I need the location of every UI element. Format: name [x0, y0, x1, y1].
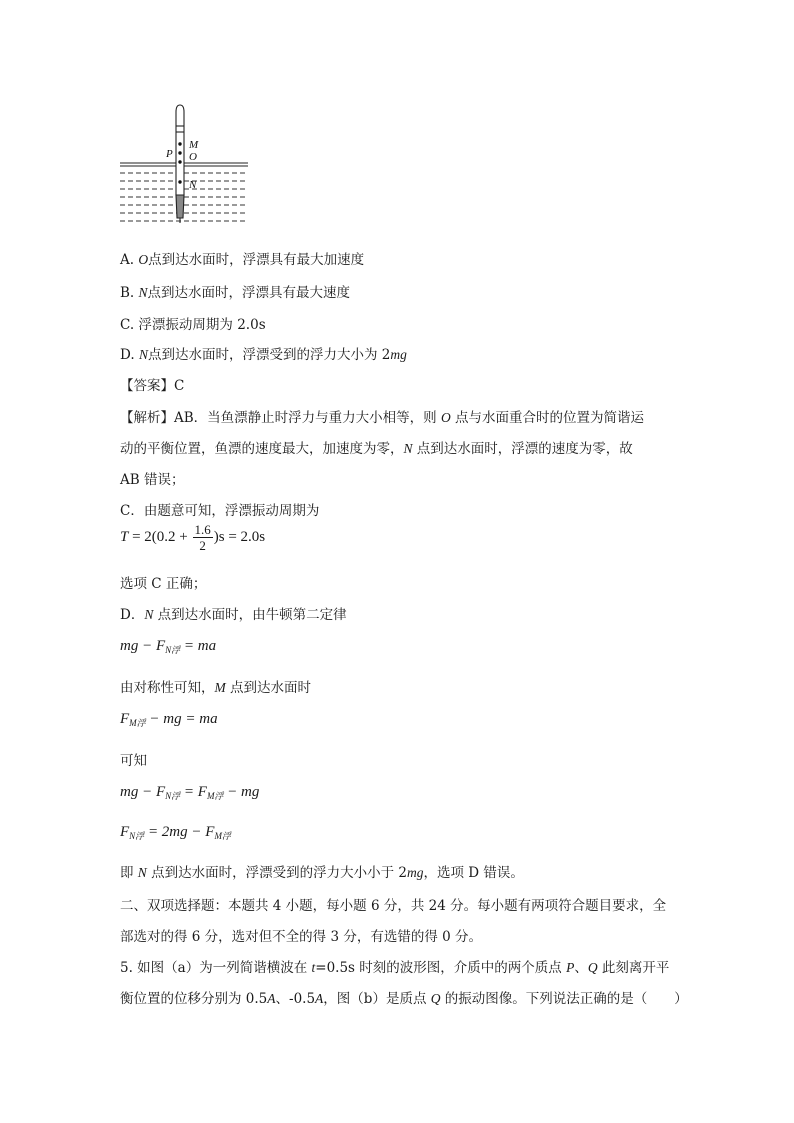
section-2-header-line-2: 部选对的得 6 分，选对但不全的得 3 分，有选错的得 0 分。: [120, 929, 483, 945]
label-n: N: [189, 179, 197, 191]
analysis-d-intro: D．N 点到达水面时，由牛顿第二定律: [120, 607, 347, 623]
label-m: M: [189, 139, 199, 151]
analysis-c-intro: C．由题意可知，浮漂振动周期为: [120, 503, 320, 519]
symmetry-line: 由对称性可知，M 点到达水面时: [120, 680, 312, 696]
equation-1: mg − $F_{N浮}$ = ma: [120, 638, 217, 655]
formula-period: T = 2(0.2 + $\frac{1.6}{2}$ )s = 2.0s: [120, 522, 266, 553]
analysis-line-1: 【解析】AB．当鱼漂静止时浮力与重力大小相等，则 O 点与水面重合时的位置为简谐运: [120, 410, 645, 426]
option-d: D. N点到达水面时，浮漂受到的浮力大小为 2mg: [120, 347, 407, 363]
equation-3: mg − $F_{N浮} = F_{M浮}$ − mg: [120, 784, 260, 801]
question-5-line-2: 衡位置的位移分别为 0.5A、-0.5A，图（b）是质点 Q 的振动图像。下列说法正确的是（ ）: [120, 991, 688, 1007]
label-o: O: [189, 151, 197, 163]
section-2-header-line-1: 二、双项选择题：本题共 4 小题，每小题 6 分，共 24 分。每小题有两项符合题目要求，全: [120, 898, 667, 914]
analysis-conclusion: 即 N 点到达水面时，浮漂受到的浮力大小小于 2mg，选项 D 错误。: [120, 865, 524, 881]
fraction: $\frac{1.6}{2}$: [194, 522, 211, 553]
label-p: P: [166, 148, 173, 160]
option-c: C. 浮漂振动周期为 2.0s: [120, 317, 266, 333]
analysis-line-3: AB 错误；: [120, 472, 185, 488]
float-figure: [115, 100, 255, 228]
question-5-line-1: 5. 如图（a）为一列简谐横波在 t=0.5s 时刻的波形图，介质中的两个质点 P、Q 此刻离开平: [120, 960, 670, 976]
analysis-line-2: 动的平衡位置，鱼漂的速度最大，加速度为零，N 点到达水面时，浮漂的速度为零，故: [120, 441, 633, 457]
kezhi-line: 可知: [120, 753, 147, 769]
option-b: B. N点到达水面时，浮漂具有最大速度: [120, 285, 351, 301]
analysis-c-conclusion: 选项 C 正确；: [120, 576, 207, 592]
float-body: [176, 105, 184, 223]
equation-4: $F_{N浮} = 2mg - F_{M浮}$: [120, 824, 231, 841]
option-a: A. O点到达水面时，浮漂具有最大加速度: [120, 252, 365, 268]
equation-2: $F_{M浮}$ − mg = ma: [120, 711, 218, 728]
answer: 【答案】C: [120, 378, 185, 394]
